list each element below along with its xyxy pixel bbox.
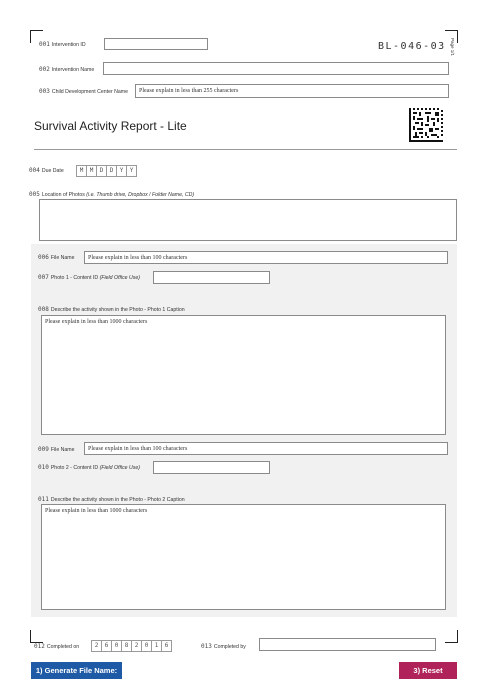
label-photo-1-content-id: 007 Photo 1 - Content ID (Field Office Use) [38,274,140,281]
completed-on-cell[interactable]: 6 [101,640,112,652]
due-date-cell[interactable]: Y [116,165,127,177]
photo-2-caption-textarea[interactable]: Please explain in less than 1000 characters [41,504,446,610]
completed-on-cell[interactable]: 0 [141,640,152,652]
header-divider [34,149,457,150]
registration-mark-bottom-right [445,630,458,643]
reset-button[interactable]: 3) Reset [399,662,457,679]
completed-on-cell[interactable]: 2 [91,640,102,652]
due-date-cell[interactable]: Y [126,165,137,177]
datamatrix-code-icon [409,108,443,142]
due-date-cell[interactable]: D [96,165,107,177]
registration-mark-bottom-left [30,630,43,643]
due-date-cell[interactable]: D [106,165,117,177]
completed-on-combs[interactable] [92,640,172,652]
completed-on-cell[interactable]: 8 [121,640,132,652]
label-file-name-1: 006 File Name [38,254,75,261]
label-intervention-name: 002 Intervention Name [39,66,95,73]
label-file-name-2: 009 File Name [38,446,75,453]
completed-by-input[interactable] [259,638,436,651]
generate-file-name-button[interactable]: 1) Generate File Name: [31,662,122,679]
completed-on-cell[interactable]: 1 [151,640,162,652]
completed-on-cell[interactable]: 2 [131,640,142,652]
label-child-development-center: 003 Child Development Center Name [39,88,128,95]
label-due-date: 004 Due Date [29,167,64,174]
file-name-1-input[interactable]: Please explain in less than 100 characters [84,251,448,264]
intervention-id-input[interactable] [104,38,208,50]
intervention-name-input[interactable] [103,62,449,75]
location-of-photos-input[interactable] [39,199,457,241]
completed-on-cell[interactable]: 6 [161,640,172,652]
label-location-of-photos: 005 Location of Photos (i.e. Thumb drive, Dropbox / Folder Name, CD) [29,191,195,198]
label-completed-on: 012 Completed on [34,643,80,650]
label-completed-by: 013 Completed by [201,643,246,650]
label-photo-2-content-id: 010 Photo 2 - Content ID (Field Office Use) [38,464,140,471]
photo-2-content-id-input[interactable] [153,461,270,474]
photo-1-content-id-input[interactable] [153,271,270,284]
due-date-combs[interactable] [77,165,137,177]
page-indicator [446,38,458,62]
page-number: 1/1 [450,49,455,57]
due-date-cell[interactable]: M [86,165,97,177]
page-title: Survival Activity Report - Lite [34,119,187,133]
child-development-center-input[interactable]: Please explain in less than 255 characters [135,84,449,98]
form-code: BL-046-03 [378,41,446,52]
label-photo-2-caption: 011 Describe the activity shown in the Photo - Photo 2 Caption [38,496,185,503]
file-name-2-input[interactable]: Please explain in less than 100 characters [84,442,448,455]
label-intervention-id: 001 Intervention ID [39,41,86,48]
completed-on-cell[interactable]: 0 [111,640,122,652]
due-date-cell[interactable]: M [76,165,87,177]
photo-1-caption-textarea[interactable]: Please explain in less than 1000 characters [41,315,446,435]
page-label: Page [450,38,455,49]
label-photo-1-caption: 008 Describe the activity shown in the Photo - Photo 1 Caption [38,306,185,313]
